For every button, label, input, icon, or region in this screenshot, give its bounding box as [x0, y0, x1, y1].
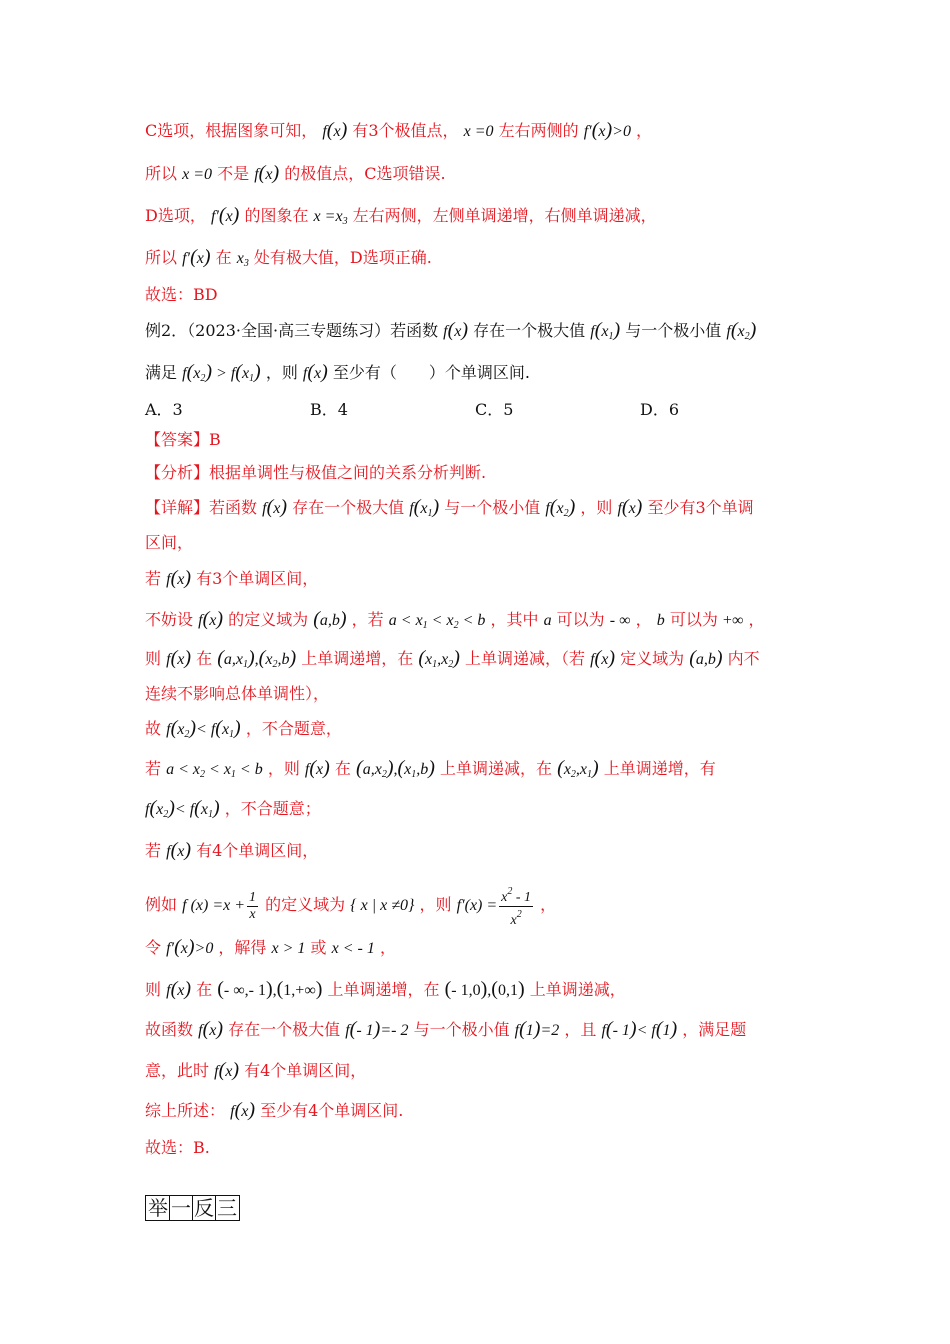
detail-line-9: [145, 798, 815, 825]
text: 若: [145, 841, 162, 860]
text-line-5: [145, 285, 815, 305]
text: 【详解】若函数: [145, 498, 258, 517]
math-fx: f(x): [617, 496, 643, 518]
text: 故选：BD: [145, 285, 218, 304]
text: ，: [540, 895, 557, 915]
text: 处有极大值，D选项正确.: [253, 248, 432, 267]
text: 【答案】B: [145, 430, 221, 449]
math-fx: f(x): [443, 319, 469, 341]
text: 例如: [145, 895, 178, 915]
text: 则: [145, 980, 162, 999]
math-f-x2-lt-f-x1: $f(x_2)< f(x_1)$: [166, 717, 241, 740]
detail-line-10: [145, 840, 815, 862]
text: 意，此时: [145, 1061, 210, 1080]
text: 在: [196, 980, 213, 999]
text: 至少有4个单调区间.: [260, 1101, 404, 1120]
detail-line-8: [145, 758, 815, 785]
text: 在: [215, 248, 232, 267]
detail-line-16: [145, 1100, 815, 1122]
math-fprime-x: f′(x): [182, 246, 211, 268]
math-x3: $x_3$: [236, 250, 249, 269]
math-a-lt-x2-lt-x1-lt-b: $a < x_2 < x_1 < b$: [166, 761, 263, 780]
text: 若: [145, 569, 162, 588]
detail-line-12: [145, 937, 815, 959]
text: 满足: [145, 363, 178, 382]
math-x-gt-1: x > 1: [271, 940, 306, 957]
text-line-2: [145, 163, 815, 185]
text: 则: [145, 649, 162, 668]
math-domain-set: { x | x ≠0}: [350, 897, 415, 915]
math-f-1-eq-2: f(1)=2: [514, 1018, 560, 1040]
text: 若: [145, 759, 162, 778]
analysis-line: [145, 463, 815, 483]
math-x-eq-0: x =0: [182, 166, 213, 183]
math-interval-a-b: (a,b): [689, 647, 723, 669]
text: 不是: [217, 164, 250, 183]
text: 不妨设: [145, 610, 194, 629]
section-heading-box: [145, 1195, 240, 1221]
section-char: 三: [217, 1196, 237, 1220]
math-fx-eq-x-plus-1-over-x: f (x) =x + $\frac{1}{x}$: [182, 890, 257, 922]
math-fx: f(x): [166, 978, 192, 1000]
text: ，不合题意，: [245, 719, 342, 738]
choice-d: D．6: [640, 400, 680, 419]
section-char: 反: [194, 1196, 214, 1220]
math-intervals-decreasing: $(a,x_2),(x_1,b)$: [356, 757, 435, 780]
text: 有3个极值点，: [352, 121, 459, 140]
text: ，则: [267, 759, 300, 778]
detail-line-1: [145, 497, 815, 524]
text: ，则: [265, 363, 298, 382]
math-a: a: [543, 612, 552, 629]
text: ，: [635, 610, 652, 629]
math-f-x2: $f(x_2)$: [726, 319, 757, 342]
text: 至少有3个单调: [647, 498, 754, 517]
math-pos-inf: +∞: [722, 612, 744, 629]
text: 上单调递增，有: [603, 759, 716, 778]
text: 上单调递减，: [529, 980, 626, 999]
choice-c: C．5: [475, 400, 514, 419]
math-fx: f(x): [166, 839, 192, 861]
math-fx: f(x): [214, 1059, 240, 1081]
math-intervals-increasing-example: (- ∞,- 1),(1,+∞): [217, 978, 323, 1000]
math-interval-a-b: (a,b): [313, 608, 347, 630]
math-fx: f(x): [254, 162, 280, 184]
text: 在: [196, 649, 213, 668]
text: 至少有（ ）个单调区间.: [332, 363, 531, 382]
detail-line-17: [145, 1138, 815, 1158]
math-fx: f(x): [166, 567, 192, 589]
text: 【分析】根据单调性与极值之间的关系分析判断.: [145, 463, 487, 482]
math-fprime-gt-0: f′(x)>0: [583, 119, 631, 141]
text: 的极值点，C选项错误.: [284, 164, 446, 183]
text: 的定义域为: [265, 895, 346, 915]
choice-b: B．4: [310, 400, 348, 419]
math-f-x1: $f(x_1)$: [590, 319, 621, 342]
math-f-x1: $f(x_1)$: [409, 496, 440, 519]
math-fprime-x: f′(x): [210, 204, 240, 226]
text: 所以: [145, 248, 178, 267]
text: ，则: [580, 498, 613, 517]
math-interval-x2-x1: $(x_2,x_1)$: [557, 757, 599, 780]
math-intervals-decreasing-example: (- 1,0),(0,1): [444, 978, 525, 1000]
text: ，: [379, 938, 396, 957]
detail-line-14: [145, 1019, 815, 1041]
text: 左右两侧的: [498, 121, 579, 140]
text: 左右两侧，左侧单调递增，右侧单调递减，: [352, 206, 657, 225]
text: C选项，根据图象可知，: [145, 121, 318, 140]
detail-line-11: [145, 884, 815, 928]
math-f-x2-gt-f-x1: $f(x_2) > f(x_1)$: [182, 361, 261, 384]
text: 上单调递增，在: [327, 980, 440, 999]
question-line-1: [145, 320, 815, 347]
math-interval-x1-x2: $(x_1,x_2)$: [418, 647, 460, 670]
math-fx: f(x): [322, 119, 348, 141]
text: 区间，: [145, 533, 194, 552]
text: 存在一个极大值: [228, 1020, 341, 1039]
text: 综上所述：: [145, 1101, 226, 1120]
text: 定义域为: [620, 649, 685, 668]
detail-line-2: [145, 533, 815, 553]
math-fprime-formula: f′(x) = $\frac{x^2 - 1}{x^2}$: [456, 886, 532, 928]
text: 故: [145, 719, 162, 738]
math-fx: f(x): [302, 361, 328, 383]
text-line-1: [145, 120, 815, 142]
text: 有3个单调区间，: [196, 569, 319, 588]
math-x-eq-x3: $x =x_3$: [313, 208, 348, 227]
detail-line-13: [145, 979, 815, 1001]
text: 例2．（2023·全国·高三专题练习）若函数: [145, 321, 439, 340]
math-fx: f(x): [590, 647, 615, 669]
text: 的图象在: [244, 206, 309, 225]
math-f-neg1-lt-f-1: f(- 1)< f(1): [601, 1018, 678, 1040]
text: 存在一个极大值: [473, 321, 586, 340]
section-char: 举: [148, 1196, 168, 1220]
text: 或: [310, 938, 327, 957]
text: 与一个极小值: [625, 321, 722, 340]
text: 上单调递减，在: [440, 759, 553, 778]
math-x-lt-neg1: x < - 1: [331, 940, 375, 957]
text: 与一个极小值: [413, 1020, 510, 1039]
math-b: b: [656, 612, 665, 629]
math-intervals-increasing: $(a,x_1),(x_2,b)$: [217, 647, 297, 670]
choice-a: A．3: [145, 400, 183, 419]
text: ，且: [564, 1020, 597, 1039]
detail-line-3: [145, 568, 815, 590]
text: 有4个单调区间，: [244, 1061, 367, 1080]
text: D选项，: [145, 206, 206, 225]
detail-line-15: [145, 1060, 815, 1082]
detail-line-6: [145, 684, 815, 704]
math-fx: f(x): [166, 647, 192, 669]
math-fx: f(x): [198, 608, 224, 630]
text: ，若: [351, 610, 384, 629]
text: 存在一个极大值: [292, 498, 405, 517]
text: 与一个极小值: [444, 498, 541, 517]
math-fprime-gt-0: f′(x)>0: [166, 936, 214, 958]
text: 连续不影响总体单调性），: [145, 684, 330, 703]
text: ，不合题意；: [224, 799, 321, 818]
text: 令: [145, 938, 162, 957]
text: ，解得: [218, 938, 267, 957]
text: 在: [334, 759, 351, 778]
detail-line-7: [145, 718, 815, 745]
math-fx: f(x): [198, 1018, 224, 1040]
math-fx: f(x): [230, 1099, 256, 1121]
answer-line: [145, 430, 815, 450]
section-char: 一: [171, 1196, 191, 1220]
text: 可以为: [669, 610, 718, 629]
text: ，其中: [490, 610, 539, 629]
text: 有4个单调区间，: [196, 841, 319, 860]
text: 可以为: [556, 610, 605, 629]
text-line-3: [145, 205, 815, 232]
text: 内不: [727, 649, 760, 668]
math-f-x2: $f(x_2)$: [545, 496, 576, 519]
detail-line-5: [145, 648, 815, 675]
text: 的定义域为: [228, 610, 309, 629]
math-fx: f(x): [262, 496, 288, 518]
text: 上单调递减，（若: [464, 649, 585, 668]
detail-line-4: [145, 609, 815, 636]
math-f-neg1-eq-neg2: f(- 1)=- 2: [345, 1018, 409, 1040]
text: 所以: [145, 164, 178, 183]
text-line-4: [145, 247, 815, 274]
text: ，: [636, 121, 653, 140]
math-x-eq-0: x =0: [463, 123, 494, 140]
question-line-2: [145, 362, 815, 389]
math-neg-inf: - ∞: [609, 612, 631, 629]
math-a-lt-x1-lt-x2-lt-b: $a < x_1 < x_2 < b$: [388, 612, 486, 631]
math-fx: f(x): [304, 757, 330, 779]
text: ，则: [419, 895, 452, 915]
math-f-x2-lt-f-x1: $f(x_2)< f(x_1)$: [145, 797, 220, 820]
text: ，满足题: [682, 1020, 747, 1039]
text: 上单调递增，在: [301, 649, 414, 668]
text: 故选：B.: [145, 1138, 210, 1157]
text: ，: [748, 610, 765, 629]
text: 故函数: [145, 1020, 194, 1039]
